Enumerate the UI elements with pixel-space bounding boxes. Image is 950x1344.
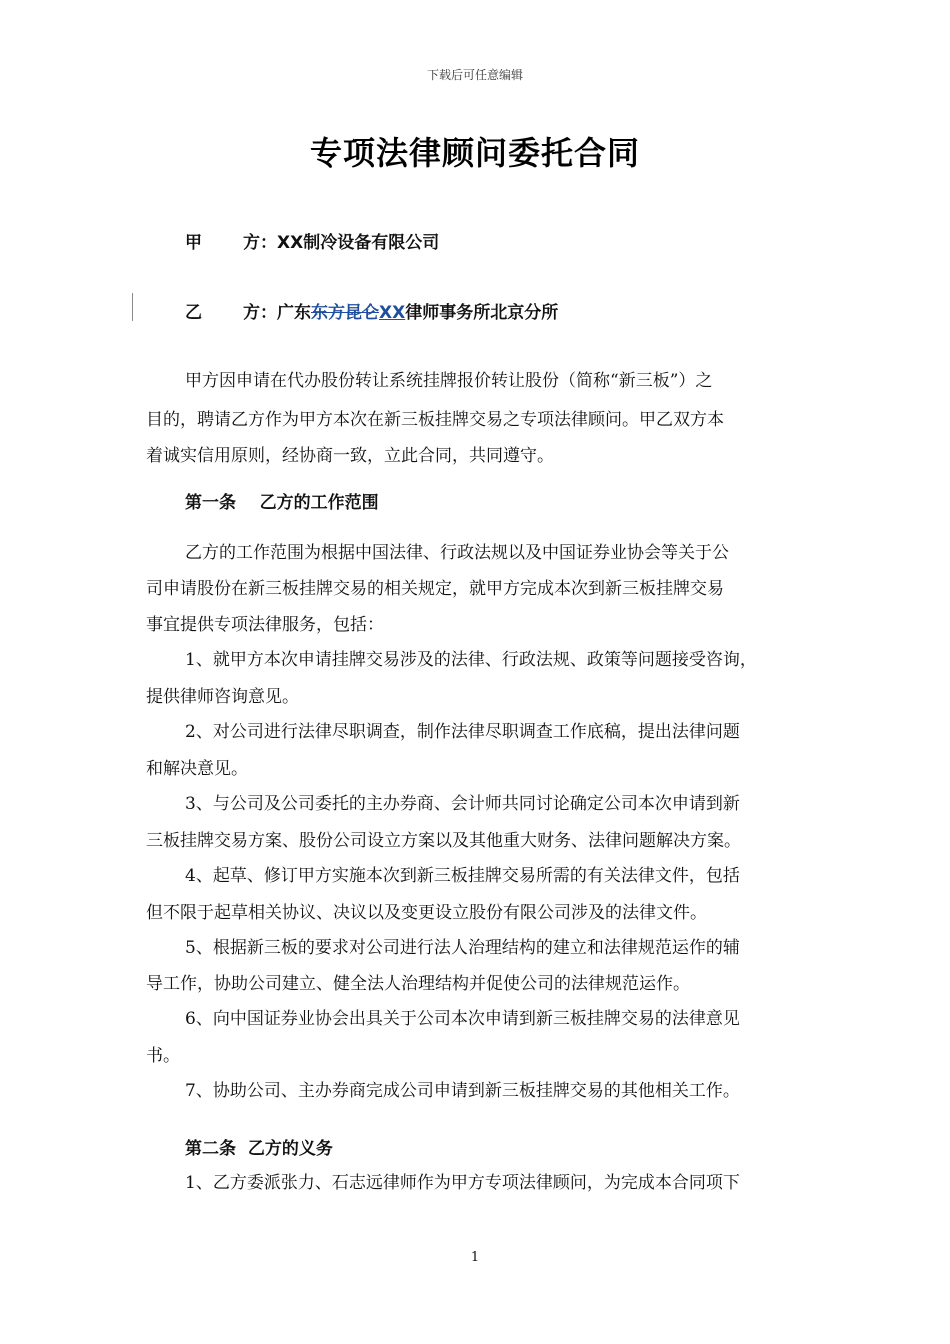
article-1-intro-line: 乙方的工作范围为根据中国法律、行政法规以及中国证券业协会等关于公 <box>185 543 729 563</box>
document-title: 专项法律顾问委托合同 <box>309 134 640 172</box>
article-1-item-line: 导工作，协助公司建立、健全法人治理结构并促使公司的法律规范运作。 <box>146 974 690 994</box>
party-a-value: XX制冷设备有限公司 <box>277 233 440 253</box>
article-1-item-line: 6、向中国证券业协会出具关于公司本次申请到新三板挂牌交易的法律意见 <box>185 1009 740 1029</box>
page-number: 1 <box>470 1250 480 1265</box>
article-2-heading: 第二条 乙方的义务 <box>185 1139 333 1159</box>
article-1-item-line: 5、根据新三板的要求对公司进行法人治理结构的建立和法律规范运作的辅 <box>185 938 740 958</box>
article-1-item-line: 三板挂牌交易方案、股份公司设立方案以及其他重大财务、法律问题解决方案。 <box>146 831 741 851</box>
party-b-label-2: 方： <box>243 303 277 323</box>
party-a-line <box>185 228 439 253</box>
party-b-line <box>185 298 558 323</box>
page-header: 下载后可任意编辑 <box>426 68 523 82</box>
party-a-label-2: 方： <box>243 233 277 253</box>
intro-line: 着诚实信用原则，经协商一致，立此合同，共同遵守。 <box>146 446 554 466</box>
intro-line: 甲方因申请在代办股份转让系统挂牌报价转让股份（简称“新三板”）之 <box>185 371 713 391</box>
party-a-label-1: 甲 <box>185 233 202 253</box>
article-1-item-line: 7、协助公司、主办券商完成公司申请到新三板挂牌交易的其他相关工作。 <box>185 1081 740 1101</box>
article-1-item-line: 4、起草、修订甲方实施本次到新三板挂牌交易所需的有关法律文件，包括 <box>185 866 740 886</box>
article-1-item-line: 2、对公司进行法律尽职调查，制作法律尽职调查工作底稿，提出法律问题 <box>185 722 740 742</box>
party-b-value-suffix: 律师事务所北京分所 <box>405 303 559 323</box>
party-b-inserted-text: XX <box>379 303 406 323</box>
intro-line: 目的，聘请乙方作为甲方本次在新三板挂牌交易之专项法律顾问。甲乙双方本 <box>146 410 724 430</box>
article-1-intro-line: 事宜提供专项法律服务，包括： <box>146 615 384 635</box>
article-1-item-line: 和解决意见。 <box>146 759 248 779</box>
article-1-item-line: 3、与公司及公司委托的主办券商、会计师共同讨论确定公司本次申请到新 <box>185 794 740 814</box>
article-2-line: 1、乙方委派张力、石志远律师作为甲方专项法律顾问，为完成本合同项下 <box>185 1173 740 1193</box>
revision-change-bar <box>132 293 133 321</box>
article-1-item-line: 但不限于起草相关协议、决议以及变更设立股份有限公司涉及的法律文件。 <box>146 903 707 923</box>
article-1-item-line: 提供律师咨询意见。 <box>146 687 299 707</box>
article-1-intro-line: 司申请股份在新三板挂牌交易的相关规定，就甲方完成本次到新三板挂牌交易 <box>146 579 724 599</box>
article-1-item-line: 书。 <box>146 1046 180 1066</box>
party-b-label-1: 乙 <box>185 303 202 323</box>
article-1-item-line: 1、就甲方本次申请挂牌交易涉及的法律、行政法规、政策等问题接受咨询， <box>185 650 757 670</box>
article-1-heading: 第一条 乙方的工作范围 <box>185 493 379 513</box>
party-b-value-prefix: 广东 <box>277 303 311 323</box>
party-b-deleted-text: 东方昆仑 <box>311 303 379 323</box>
